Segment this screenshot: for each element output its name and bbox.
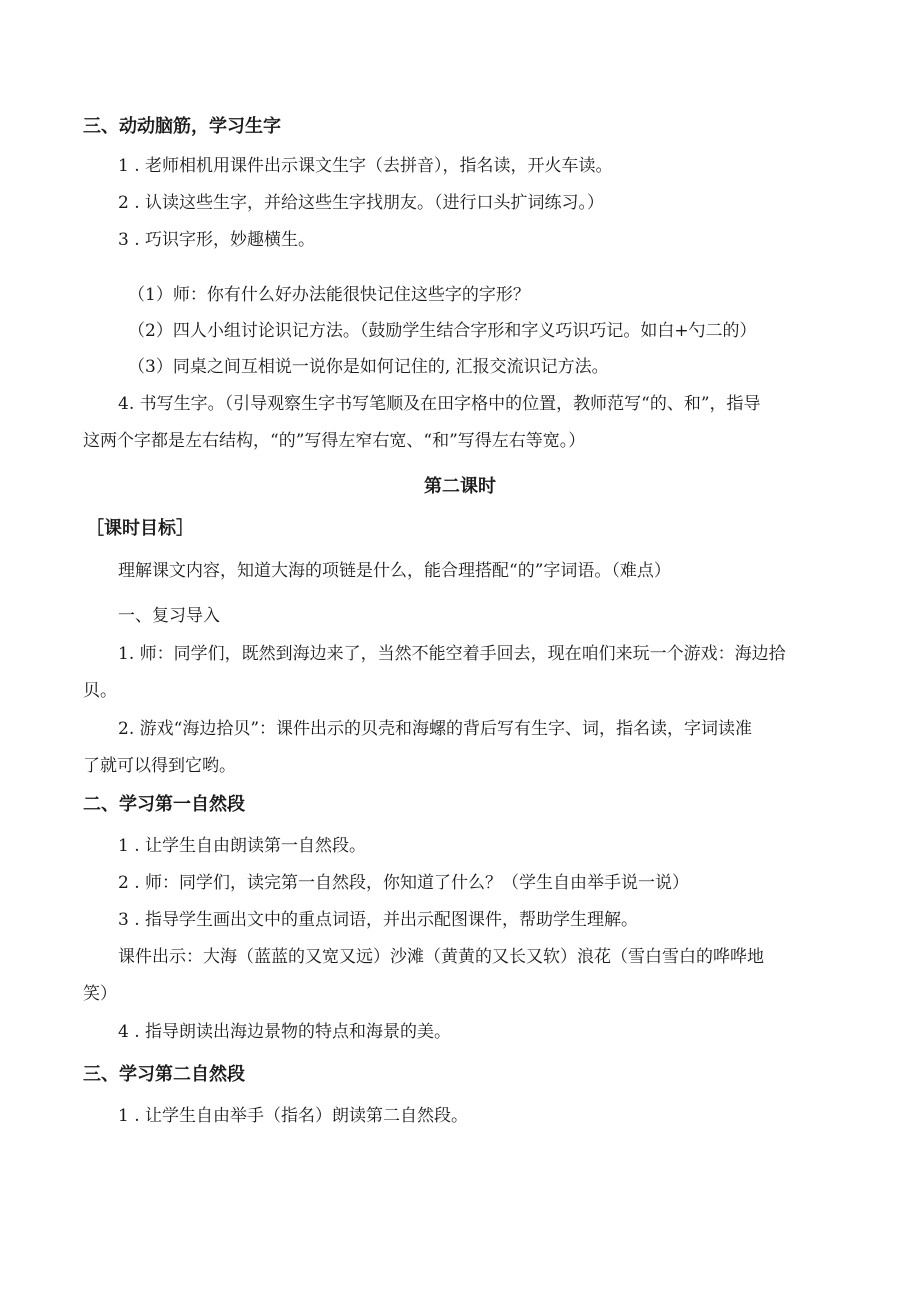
list-item: 1 . 让学生自由朗读第一自然段。	[118, 836, 367, 856]
sub-list-item: （2）四人小组讨论识记方法。（鼓励学生结合字形和字义巧识巧记。如白+勺二的）	[128, 321, 757, 341]
paragraph-line: 了就可以得到它哟。	[83, 756, 236, 776]
paragraph-line: 2. 游戏“海边拾贝”：课件出示的贝壳和海螺的背后写有生字、词，指名读，字词读准	[118, 719, 753, 739]
section-heading-paragraph-one: 二、学习第一自然段	[83, 794, 245, 815]
list-item: 3 . 巧识字形，妙趣横生。	[118, 230, 316, 250]
sub-list-item: （3）同桌之间互相说一说你是如何记住的, 汇报交流识记方法。	[128, 357, 609, 377]
sub-list-item: （1）师：你有什么好办法能很快记住这些字的字形？	[128, 285, 530, 305]
list-item: 1 . 让学生自由举手（指名）朗读第二自然段。	[118, 1106, 469, 1126]
paragraph-line: 4. 书写生字。（引导观察生字书写笔顺及在田字格中的位置，教师范写“的、和”，指导	[118, 394, 761, 414]
paragraph-line: 1. 师：同学们，既然到海边来了，当然不能空着手回去，现在咱们来玩一个游戏：海边拾	[118, 644, 786, 664]
section-heading-paragraph-two: 三、学习第二自然段	[83, 1064, 245, 1085]
list-item: 4 . 指导朗读出海边景物的特点和海景的美。	[118, 1022, 452, 1042]
section-heading-review: 一、复习导入	[118, 606, 220, 626]
paragraph-line: 课件出示：大海（蓝蓝的又宽又远）沙滩（黄黄的又长又软）浪花（雪白雪白的哗哗地	[118, 947, 764, 967]
goal-heading: ［课时目标］	[86, 518, 194, 539]
paragraph-line: 笑）	[83, 984, 117, 1004]
paragraph-line: 这两个字都是左右结构，“的”写得左窄右宽、“和”写得左右等宽。）	[83, 431, 586, 451]
paragraph-line: 贝。	[83, 681, 117, 701]
list-item: 1 . 老师相机用课件出示课文生字（去拼音），指名读，开火车读。	[118, 156, 613, 176]
section-heading-learn-characters: 三、动动脑筋，学习生字	[83, 116, 281, 137]
list-item: 3 . 指导学生画出文中的重点词语，并出示配图课件，帮助学生理解。	[118, 910, 639, 930]
lesson-title: 第二课时	[424, 476, 496, 497]
list-item: 2 . 认读这些生字，并给这些生字找朋友。（进行口头扩词练习。）	[118, 193, 605, 213]
list-item: 2 . 师：同学们，读完第一自然段，你知道了什么？（学生自由举手说一说）	[118, 873, 690, 893]
goal-text: 理解课文内容，知道大海的项链是什么，能合理搭配“的”字词语。（难点）	[118, 561, 671, 581]
